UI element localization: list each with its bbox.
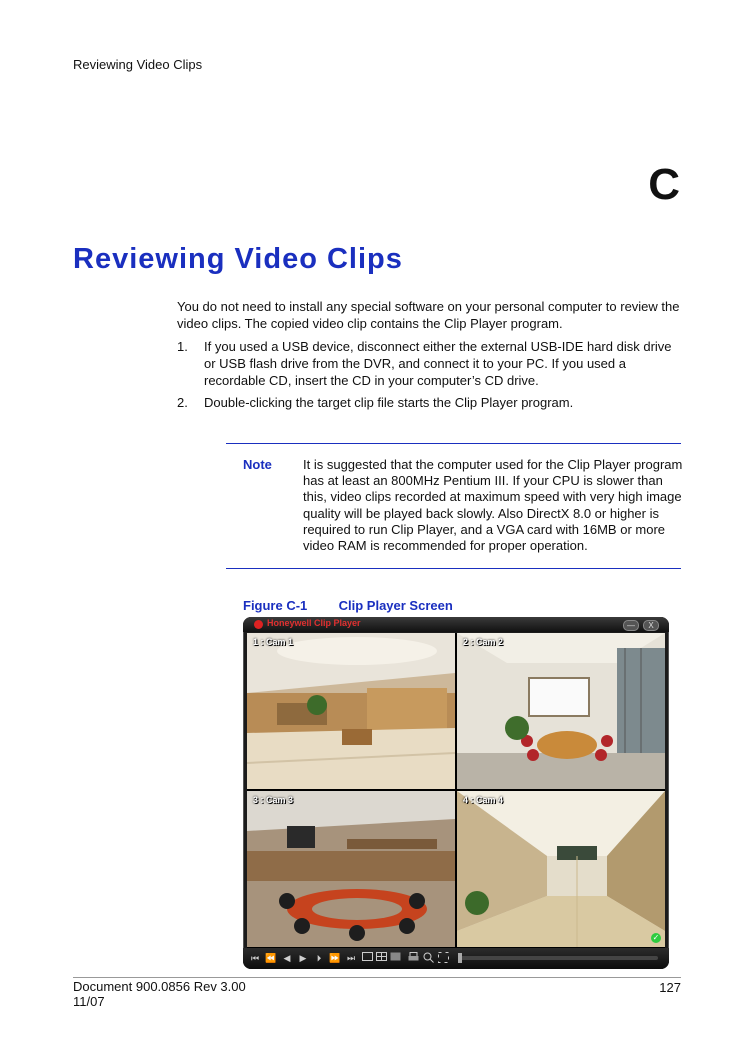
camera-view-3[interactable] [247, 791, 455, 947]
step-forward-icon[interactable]: ⏵ [316, 953, 322, 963]
chapter-title: Reviewing Video Clips [73, 243, 403, 275]
figure-title: Clip Player Screen [338, 598, 453, 613]
player-title: Honeywell Clip Player [267, 618, 361, 628]
conference-room-scene-image [457, 633, 665, 789]
playback-controls [243, 948, 669, 969]
corridor-scene-image [457, 791, 665, 947]
first-frame-icon[interactable]: ⏮ [250, 953, 260, 963]
camera-label: 3 : Cam 3 [253, 795, 294, 805]
note-top-rule [226, 443, 681, 444]
zoom-icon[interactable] [422, 952, 434, 964]
note-label: Note [243, 457, 272, 472]
export-icon[interactable] [389, 952, 401, 964]
boardroom-scene-image [247, 791, 455, 947]
steps-list [177, 338, 682, 416]
seek-thumb[interactable] [458, 953, 462, 963]
last-frame-icon[interactable]: ⏭ [346, 953, 356, 963]
quad-view-icon[interactable] [375, 952, 387, 964]
page-number: 127 [659, 980, 681, 995]
camera-view-2[interactable] [457, 633, 665, 789]
single-view-icon[interactable] [361, 952, 373, 964]
step-text: If you used a USB device, disconnect either the external USB-IDE hard disk drive or USB flash drive from the DVR, and connect it to your PC. If you used a recordable CD, insert the CD in your computer’s CD drive. [204, 339, 672, 388]
running-head: Reviewing Video Clips [73, 57, 203, 72]
footer-divider [73, 977, 681, 978]
close-button[interactable]: X [643, 620, 659, 631]
camera-label: 1 : Cam 1 [253, 637, 294, 647]
status-check-icon: ✓ [652, 933, 660, 942]
list-item [177, 338, 682, 389]
fast-forward-icon[interactable]: ⏩ [329, 953, 341, 963]
player-titlebar[interactable] [243, 617, 669, 632]
camera-label: 2 : Cam 2 [463, 637, 504, 647]
rewind-icon[interactable]: ⏪ [265, 953, 277, 963]
camera-view-1[interactable] [247, 633, 455, 789]
clip-player-window [243, 617, 669, 969]
step-back-icon[interactable]: ◀ [283, 953, 291, 963]
chapter-letter: C [648, 160, 680, 209]
document-id: Document 900.0856 Rev 3.00 [73, 979, 246, 994]
play-icon[interactable]: ▶ [299, 953, 307, 963]
figure-caption [243, 598, 453, 613]
note-text: It is suggested that the computer used for the Clip Player program has at least an 800MHz Pentium III. If your CPU is slower than this, video clips recorded at maximum speed with very high image quality will be played back slowly. Also DirectX 8.0 or higher is required to run Clip Player, and a VGA card with 16MB or more video RAM is recommended for proper operation. [303, 457, 683, 554]
minimize-button[interactable]: — [623, 620, 639, 631]
figure-number: Figure C-1 [243, 598, 308, 613]
fullscreen-icon[interactable] [437, 952, 449, 964]
camera-view-4[interactable] [457, 791, 665, 947]
intro-paragraph: You do not need to install any special software on your personal computer to review the video clips. The copied video clip contains the Clip Player program. [177, 299, 680, 331]
document-date: 11/07 [73, 994, 105, 1009]
lobby-scene-image [247, 633, 455, 789]
print-icon[interactable] [407, 952, 419, 964]
note-bottom-rule [226, 568, 681, 569]
honeywell-logo-icon [254, 620, 263, 629]
camera-grid [247, 633, 665, 948]
step-number: 1. [177, 339, 188, 354]
step-number: 2. [177, 395, 188, 410]
list-item [177, 394, 682, 411]
seek-bar[interactable] [458, 956, 658, 960]
step-text: Double-clicking the target clip file starts the Clip Player program. [204, 395, 574, 410]
camera-label: 4 : Cam 4 [463, 795, 504, 805]
